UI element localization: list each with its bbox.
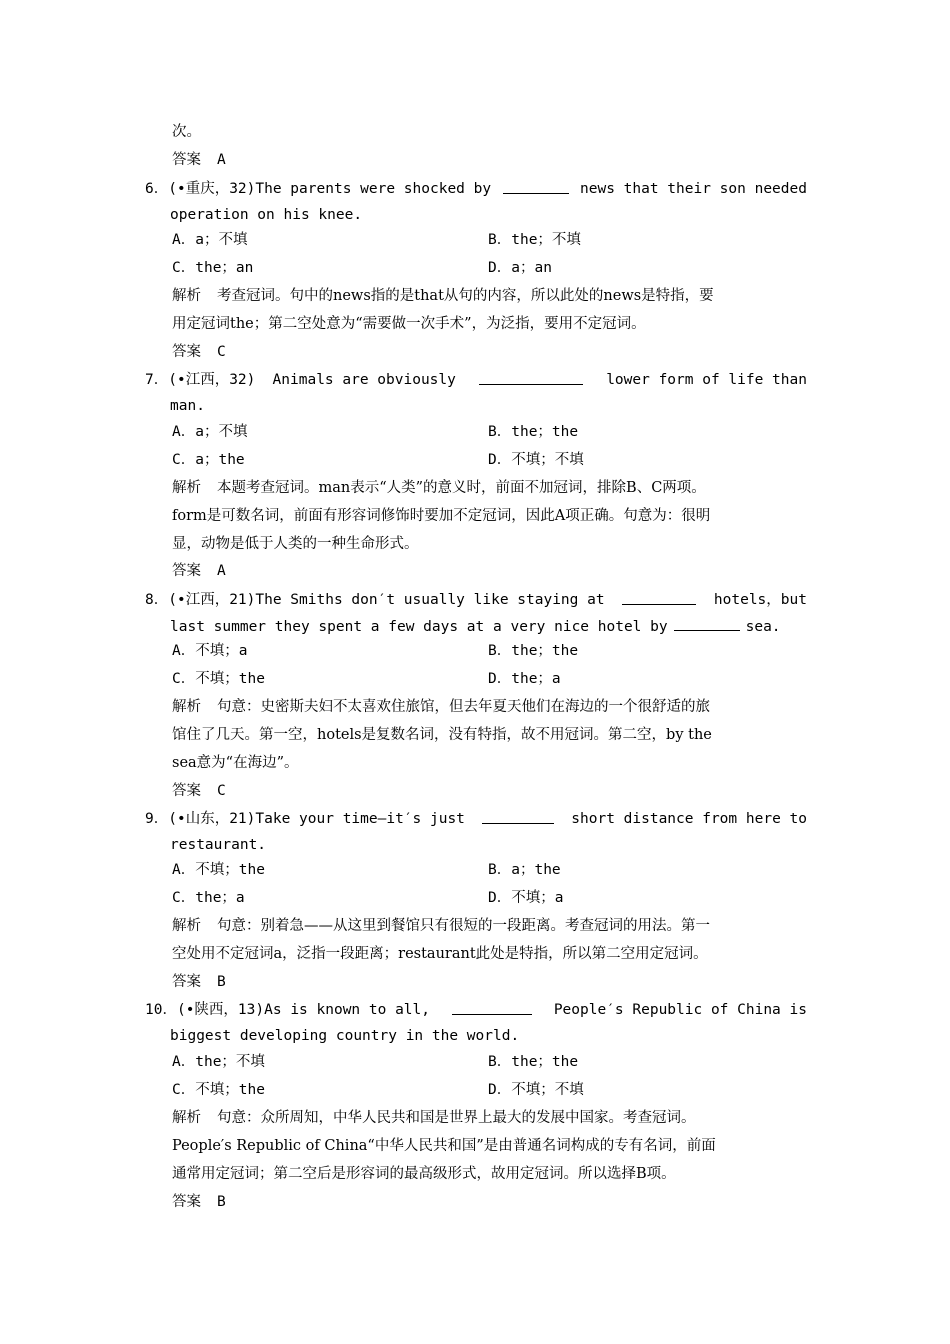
analysis-text: 句意：史密斯夫妇不太喜欢住旅馆，但去年夏天他们在海边的一个很舒适的旅 <box>217 699 710 715</box>
q5-continuation: 次。 <box>172 124 201 140</box>
analysis-text: 本题考查冠词。man表示“人类”的意义时，前面不加冠词，排除B、C两项。 <box>217 480 706 496</box>
question-number: 6． <box>145 181 169 197</box>
q5-answer <box>172 150 226 170</box>
q10-option-a: A．the；不填 <box>172 1054 265 1070</box>
q7-analysis-line2: form是可数名词，前面有形容词修饰时要加不定冠词，因此A项正确。句意为：很明 <box>172 508 711 524</box>
analysis-label: 解析 <box>172 480 201 496</box>
answer-value: A <box>217 563 226 579</box>
q6-analysis-line2: 用定冠词the；第二空处意为“需要做一次手术”，为泛指，要用不定冠词。 <box>172 316 646 332</box>
q7-option-b: B．the；the <box>488 424 579 440</box>
stem-text: sea. <box>745 619 781 635</box>
q10-answer <box>172 1192 226 1212</box>
q9-analysis-line2: 空处用不定冠词a，泛指一段距离；restaurant此处是特指，所以第二空用定冠词。 <box>172 946 708 962</box>
answer-label: 答案 <box>172 344 201 360</box>
q8-option-b: B．the；the <box>488 643 579 659</box>
answer-value: C <box>217 344 226 360</box>
answer-blank <box>452 1000 532 1015</box>
q9-option-b: B．a；the <box>488 862 561 878</box>
q7-option-d: D．不填；不填 <box>488 452 584 468</box>
q6-option-b: B．the；不填 <box>488 232 581 248</box>
analysis-text: 句意：众所周知，中华人民共和国是世界上最大的发展中国家。考查冠词。 <box>217 1110 696 1126</box>
q7-stem-line1 <box>145 370 807 390</box>
analysis-label: 解析 <box>172 1110 201 1126</box>
question-number: 9． <box>145 811 169 827</box>
question-number: 10． <box>145 1002 177 1018</box>
q10-analysis-line1 <box>172 1108 696 1128</box>
answer-value: B <box>217 1194 226 1210</box>
q7-answer <box>172 561 226 581</box>
answer-blank <box>479 370 583 385</box>
q9-stem-line1 <box>145 809 807 829</box>
question-source: (•陕西，13) <box>176 1002 265 1018</box>
q9-option-a: A．不填；the <box>172 862 265 878</box>
q6-option-d: D．a；an <box>488 260 552 276</box>
answer-blank <box>622 590 696 605</box>
q10-analysis-line3: 通常用定冠词；第二空后是形容词的最高级形式，故用定冠词。所以选择B项。 <box>172 1166 676 1182</box>
stem-text: People′s Republic of China is <box>553 1002 807 1018</box>
q9-stem-line2: restaurant. <box>170 837 267 853</box>
q7-stem-line2: man. <box>170 398 205 414</box>
q7-option-c: C．a；the <box>172 452 245 468</box>
q8-analysis-line1 <box>172 697 710 717</box>
q7-analysis-line1 <box>172 478 706 498</box>
q10-option-d: D．不填；不填 <box>488 1082 584 1098</box>
q9-analysis-line1 <box>172 916 710 936</box>
q10-stem-line1 <box>145 1000 807 1020</box>
q10-analysis-line2: People′s Republic of China“中华人民共和国”是由普通名词构成的专有名词，前面 <box>172 1138 716 1154</box>
question-source: (•重庆，32) <box>168 181 256 197</box>
stem-text: As is known to all, <box>264 1002 430 1018</box>
stem-text: news that their son needed <box>580 181 807 197</box>
question-source: (•江西，32) <box>168 372 256 388</box>
analysis-text: 考查冠词。句中的news指的是that从句的内容，所以此处的news是特指，要 <box>217 288 714 304</box>
q6-analysis-line1 <box>172 286 714 306</box>
q7-option-a: A．a；不填 <box>172 424 248 440</box>
q9-answer <box>172 972 226 992</box>
stem-text: Animals are obviously <box>272 372 456 388</box>
question-source: (•江西，21) <box>168 592 256 608</box>
q8-stem-line1 <box>145 590 807 610</box>
answer-label: 答案 <box>172 563 201 579</box>
q6-option-c: C．the；an <box>172 260 254 276</box>
analysis-label: 解析 <box>172 288 201 304</box>
q9-option-c: C．the；a <box>172 890 245 906</box>
answer-label: 答案 <box>172 152 201 168</box>
q6-option-a: A．a；不填 <box>172 232 248 248</box>
stem-text: Take your time—it′s just <box>255 811 465 827</box>
question-number: 7． <box>145 372 169 388</box>
q8-option-c: C．不填；the <box>172 671 265 687</box>
q8-option-a: A．不填；a <box>172 643 248 659</box>
stem-text: lower form of life than <box>606 372 807 388</box>
answer-label: 答案 <box>172 783 201 799</box>
answer-label: 答案 <box>172 1194 201 1210</box>
q8-analysis-line2: 馆住了几天。第一空，hotels是复数名词，没有特指，故不用冠词。第二空，by the <box>172 727 712 743</box>
answer-value: A <box>217 152 226 168</box>
q8-analysis-line3: sea意为“在海边”。 <box>172 755 299 771</box>
q10-stem-line2: biggest developing country in the world. <box>170 1028 520 1044</box>
q6-stem-line2: operation on his knee. <box>170 207 363 223</box>
analysis-label: 解析 <box>172 918 201 934</box>
stem-text: The Smiths don′t usually like staying at <box>255 592 605 608</box>
question-number: 8． <box>145 592 169 608</box>
answer-value: C <box>217 783 226 799</box>
q10-option-b: B．the；the <box>488 1054 579 1070</box>
answer-blank <box>482 809 554 824</box>
question-source: (•山东，21) <box>168 811 256 827</box>
q8-answer <box>172 781 226 801</box>
stem-text: short distance from here to <box>571 811 807 827</box>
q7-analysis-line3: 显，动物是低于人类的一种生命形式。 <box>172 536 419 552</box>
q6-answer <box>172 342 226 362</box>
answer-blank <box>503 179 569 194</box>
answer-blank <box>674 616 740 631</box>
q8-stem-line2 <box>170 616 781 636</box>
analysis-text: 句意：别着急——从这里到餐馆只有很短的一段距离。考查冠词的用法。第一 <box>217 918 710 934</box>
q9-option-d: D．不填；a <box>488 890 564 906</box>
answer-label: 答案 <box>172 974 201 990</box>
stem-text: The parents were shocked by <box>255 181 492 197</box>
q10-option-c: C．不填；the <box>172 1082 265 1098</box>
answer-value: B <box>217 974 226 990</box>
stem-text: last summer they spent a few days at a very nice hotel by <box>170 619 668 635</box>
q8-option-d: D．the；a <box>488 671 561 687</box>
analysis-label: 解析 <box>172 699 201 715</box>
q6-stem-line1 <box>145 179 807 199</box>
stem-text: hotels，but <box>713 592 807 608</box>
